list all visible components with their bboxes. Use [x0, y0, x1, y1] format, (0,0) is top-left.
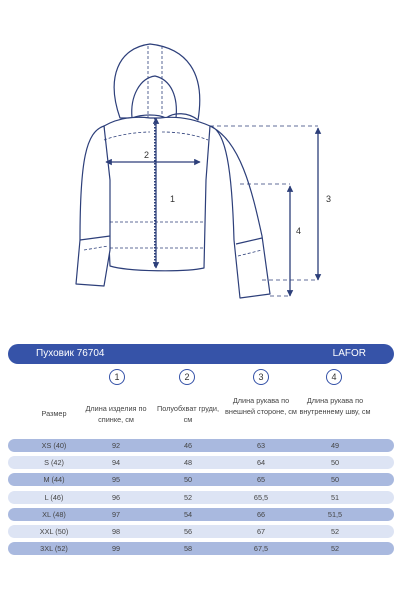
diagram-label-3: 3 — [326, 194, 332, 204]
table-row — [8, 473, 394, 486]
cell-half-chest: 48 — [183, 458, 193, 468]
cell-half-chest: 52 — [183, 492, 193, 502]
cell-sleeve-inner: 52 — [330, 527, 340, 536]
cell-half-chest: 50 — [183, 475, 193, 485]
cell-back-length: 95 — [111, 475, 121, 485]
cell-size: 3XL (52) — [40, 544, 68, 554]
cell-sleeve-outer: 65 — [256, 475, 266, 485]
cell-sleeve-outer: 67,5 — [253, 544, 269, 554]
cell-back-length: 97 — [111, 509, 121, 519]
product-title: Пуховик 76704 — [36, 348, 105, 359]
right-sleeve — [210, 126, 270, 298]
cell-half-chest: 56 — [183, 527, 193, 536]
col-number-2: 2 — [179, 369, 195, 385]
cell-back-length: 96 — [111, 492, 121, 502]
table-row — [8, 542, 394, 555]
cell-sleeve-inner: 52 — [330, 544, 340, 554]
diagram-label-4: 4 — [296, 226, 302, 236]
cell-sleeve-inner: 49 — [330, 441, 340, 450]
cell-back-length: 92 — [111, 441, 121, 450]
col-number-4: 4 — [326, 369, 342, 385]
cell-sleeve-outer: 67 — [256, 527, 266, 536]
col-number-1: 1 — [109, 369, 125, 385]
cell-half-chest: 46 — [183, 441, 193, 450]
cell-size: S (42) — [44, 458, 64, 468]
brand-name: LAFOR — [332, 348, 366, 359]
cell-size: XXL (50) — [39, 527, 69, 536]
cell-sleeve-inner: 51 — [330, 492, 340, 502]
cell-sleeve-inner: 51,5 — [327, 509, 343, 519]
left-sleeve — [76, 126, 110, 286]
header-sleeve-inner: Длина рукава по внутреннему шву, см — [299, 396, 371, 417]
cell-sleeve-outer: 66 — [256, 509, 266, 519]
hood-outline — [114, 44, 200, 120]
cell-size: XL (48) — [42, 509, 66, 519]
cell-half-chest: 54 — [183, 509, 193, 519]
cell-sleeve-outer: 65,5 — [253, 492, 269, 502]
cell-size: L (46) — [44, 492, 64, 502]
cell-sleeve-outer: 64 — [256, 458, 266, 468]
cell-back-length: 94 — [111, 458, 121, 468]
cell-back-length: 98 — [111, 527, 121, 536]
diagram-label-2: 2 — [144, 150, 150, 160]
table-row — [8, 525, 394, 538]
header-half-chest: Полуобхват груди, см — [156, 404, 220, 425]
table-row — [8, 439, 394, 452]
table-row — [8, 491, 394, 504]
table-row — [8, 456, 394, 469]
diagram-label-1: 1 — [170, 194, 176, 204]
header-back-length: Длина изделия по спинке, см — [85, 404, 147, 425]
cell-sleeve-inner: 50 — [330, 475, 340, 485]
table-row — [8, 508, 394, 521]
header-size: Размер — [41, 409, 67, 418]
cell-sleeve-inner: 50 — [330, 458, 340, 468]
cell-sleeve-outer: 63 — [256, 441, 266, 450]
col-number-3: 3 — [253, 369, 269, 385]
cell-size: M (44) — [43, 475, 65, 485]
header-sleeve-outer: Длина рукава по внешней стороне, см — [225, 396, 297, 417]
cell-size: XS (40) — [41, 441, 67, 450]
title-bar — [8, 344, 394, 364]
cell-back-length: 99 — [111, 544, 121, 554]
cell-half-chest: 58 — [183, 544, 193, 554]
